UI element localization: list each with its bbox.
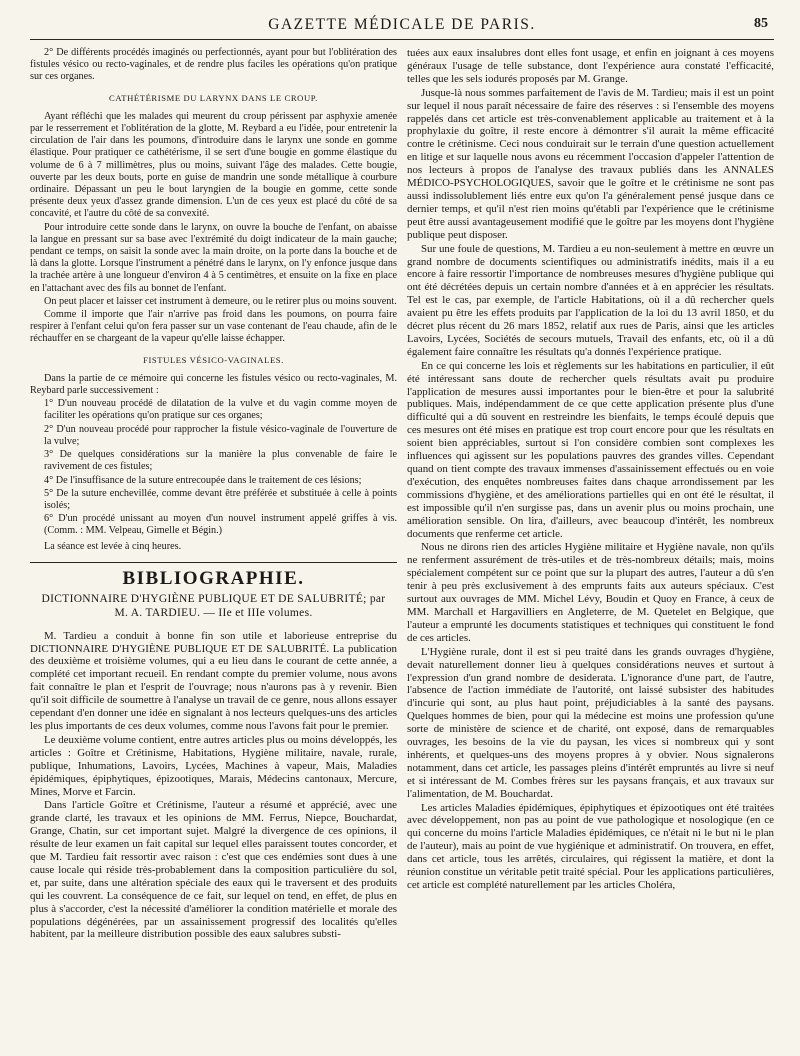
book-title-line-1: DICTIONNAIRE D'HYGIÈNE PUBLIQUE ET DE SALUBRITÉ; par <box>41 592 386 605</box>
journal-title: GAZETTE MÉDICALE DE PARIS. <box>268 16 536 33</box>
section-heading-croup: CATHÉTÉRISME DU LARYNX DANS LE CROUP. <box>109 92 318 103</box>
list-item: 2° D'un nouveau procédé pour rapprocher la fistule vésico-vaginale de l'ouverture de la vulve; <box>44 423 397 447</box>
paragraph: Dans l'article Goître et Crétinisme, l'auteur a résumé et apprécié, avec une grande clarté, les travaux et les opinions de MM. Ferrus, Niepce, Bouchardat, Grange, Chatin, sur cet important sujet. Malgré la divergence de ces opinions, il résulte de leur examen un fait capital sur lequel elles paraissent toutes concorder, et que M. Tardieu fait ressortir avec raison : c'est que ces endémies sont dues à une cause locale qui réside très-probablement dans la composition particulière du sol, et, par suite, dans une altération spéciale des eaux qui le traversent et des produits qui les couvrent. La conséquence de ce fait, sur lequel on tend, en effet, de plus en plus à s'accorder, c'est la nécessité d'améliorer la condition matérielle et morale des populations dégénérées, par un assainissement progressif des localités qu'elles habitent, par la meilleure distribution possible des eaux salubres substi- <box>30 799 397 941</box>
bibliography-heading: BIBLIOGRAPHIE. <box>122 567 305 589</box>
paragraph: On peut placer et laisser cet instrument à demeure, ou le retirer plus ou moins souvent. <box>44 295 397 307</box>
list-item: 5° De la suture enchevillée, comme devant être préférée et substituée à celle à points isolés; <box>44 487 397 511</box>
left-column <box>30 47 397 1050</box>
paragraph: Sur une foule de questions, M. Tardieu a eu non-seulement à mettre en œuvre un grand nombre de documents scientifiques ou administratifs inédits, mais il a eu encore à faire ressortir l'importance de nombreuses mesures d'hygiène publique qui ont été décrétées depuis un certain nombre d'années et à en apprécier les résultats. Tel est le cas, par exemple, de l'article Habitations, où il a dû rechercher quels avaient pu être les effets produits par l'application de la loi du 13 avril 1850, et du décret plus récent du 26 mars 1852, relatif aux rues de Paris, ainsi que les articles Lavoirs, Lycées, Sociétés de secours mutuels, Travail des enfants, etc, où il a dû également faire connaître les résultats qu'a donnés l'expérience pratique. <box>407 242 774 358</box>
paragraph: Dans la partie de ce mémoire qui concerne les fistules vésico ou recto-vaginales, M. Reybard parle successivement : <box>30 372 397 397</box>
list-item: 4° De l'insuffisance de la suture entrecoupée dans le traitement de ces lésions; <box>44 474 362 486</box>
paragraph: tuées aux eaux insalubres dont elles font usage, et enfin en joignant à ces moyens généraux l'usage de telle substance, dont l'expérience aura constaté l'efficacité, telles que les sels iodurés proposés par M. Grange. <box>407 47 774 85</box>
list-item: 1° D'un nouveau procédé de dilatation de la vulve et du vagin comme moyen de faciliter les opérations qu'on pratique sur ces organes; <box>44 398 397 422</box>
paragraph: Les articles Maladies épidémiques, épiphytiques et épizootiques ont été traitées avec développement, non pas au point de vue pathologique et nosologique (en ce qui concerne du moins l'article Maladies épidémiques, ce n'était ni le but ni le plan de l'auteur), mais au point de vue hygiénique et administratif. On trouvera, en effet, dans cet article, tous les arrêtés, circulaires, qui régissent la matière, et dont la réunion constitue un véritable petit traité spécial. Pour les applications particulières, cet article est complété naturellement par les articles Choléra, <box>407 801 774 891</box>
paragraph: Nous ne dirons rien des articles Hygiène militaire et Hygiène navale, non qu'ils ne renferment assurément de très-utiles et de très-nombreux détails; mais, moins spécialement compétent sur ce point que sur la plupart des autres, l'auteur a dû s'en tenir à peu près exclusivement à des emprunts faits aux auteurs spéciaux. C'est surtout aux ouvrages de MM. Michel Lévy, Boudin et Quoy en France, à ceux de MM. Marchall et Hargavilliers en Angleterre, de M. Quetelet en Belgique, que l'auteur a emprunté les documents statistiques et techniques qui constituent le fond de ces articles. <box>407 541 774 644</box>
paragraph: En ce qui concerne les lois et règlements sur les habitations en particulier, il eût été intéressant sans doute de rechercher quels résultats avait pu produire l'application de mesures aussi importantes pour le bien-être et pour la salubrité publiques. Mais, indépendamment de ce que cette application présente plus d'une difficulté qui a dû souvent en restreindre les bienfaits, le temps écoulé depuis que ces mesures ont été mises en pratique est trop court encore pour que les résultats en soient bien appréciables, surtout si l'on considère combien sont complexes les influences qui agissent sur les populations pauvres des grandes villes. Cependant quand on tient compte des travaux immenses d'assainissement effectués ou en voie d'exécution, des enquêtes nombreuses faites dans chaque arrondissement par les commissions d'hygiène, et des améliorations partielles qui en ont été le résultat, il est impossible qu'il n'en surgisse pas, dans un avenir plus ou moins prochain, une amélioration sensible. On lira, d'ailleurs, avec beaucoup d'intérêt, les nombreux documents que renferme cet article. <box>407 359 774 540</box>
page-header <box>30 14 774 40</box>
procedure-list <box>30 398 397 537</box>
paragraph: Jusque-là nous sommes parfaitement de l'avis de M. Tardieu; mais il est un point sur lequel il nous paraît nécessaire de faire des réserves : si l'ensemble des moyens rappelés dans cet article est très-convenablement applicable au traitement et à la prophylaxie du goître, il reste encore à démontrer s'il aurait la même efficacité contre le crétinisme. Ceci nous conduirait sur le terrain d'une question actuellement en litige et sur laquelle nous avons eu récemment l'occasion d'appeler l'attention de nos lecteurs à propos de l'analyse des travaux publiés dans les ANNALES MÉDICO-PSYCHOLOGIQUES, savoir que le goître et le crétinisme ne sont pas aussi indissolublement liés entre eux qu'on l'a généralement pensé jusque dans ce dernier temps, et qu'il n'est rien moins qu'établi par l'expérience que le crétinisme peut être aussi avantageusement modifié que le goître par les moyens dont l'hygiène publique peut disposer. <box>407 86 774 241</box>
paragraph: Pour introduire cette sonde dans le larynx, on ouvre la bouche de l'enfant, on abaisse la langue en pressant sur sa base avec l'extrémité du doigt indicateur de la main gauche; pendant ce temps, on saisit la sonde avec la main droite, on la porte dans la bouche et de là dans la glotte. Lorsque l'instrument a pénétré dans le larynx, on l'y enfonce jusque dans la trachée artère à une longueur d'environ 4 à 5 centimètres, et ensuite on la fixe en place en l'attachant avec des fils au bonnet de l'enfant. <box>30 221 397 294</box>
section-divider <box>30 562 397 563</box>
paragraph: Le deuxième volume contient, entre autres articles plus ou moins développés, les articles : Goître et Crétinisme, Habitations, Hygiène militaire, navale, rurale, publique, Inhumations, Lavoirs, Lycées, Machines à vapeur, Mais, Maladies épidémiques, épiphytiques, épizootiques, Marais, Médecins cantonaux, Mercure, Mines, Morve et Farcin. <box>30 733 397 798</box>
page-number: 85 <box>754 16 768 31</box>
intro-paragraph: 2° De différents procédés imaginés ou perfectionnés, ayant pour but l'oblitération des fistules vésico ou recto-vaginales, et de rendre plus faciles les opérations qu'on pratique sur ces organes. <box>30 47 397 83</box>
list-item: 3° De quelques considérations sur la manière la plus convenable de faire le ravivement de ces fistules; <box>44 449 397 473</box>
two-column-body <box>30 40 774 1050</box>
paragraph: Ayant réfléchi que les malades qui meurent du croup périssent par asphyxie amenée par le resserrement et l'oblitération de la glotte, M. Reybard a eu l'idée, pour entretenir la circulation de l'air dans les poumons, d'introduire dans le larynx une sonde en gomme élastique. Pour pratiquer ce cathétérisme, il se sert d'une bougie en gomme élastique du volume de 6 à 7 millimètres, plus ou moins, suivant l'âge des malades. Cette bougie, ouverte par les deux bouts, porte en guise de mandrin une sonde métallique à courbure ordinaire. Dépassant un peu le bout laryngien de la bougie en gomme, cette sonde présente deux yeux d'assez grande dimension. L'un de ces yeux est placé du côté de sa concavité, et l'autre du côté de sa convexité. <box>30 110 397 220</box>
paragraph: L'Hygiène rurale, dont il est si peu traité dans les grands ouvrages d'hygiène, devait naturellement donner lieu à quelques considérations neuves et surtout à l'expression d'un grand nombre de desiderata. L'ignorance d'une part, de l'autre, l'absence de l'action immédiate de l'autorité, ont laissé subsister des habitudes d'incurie qui sont, au plus haut point, préjudiciables à la santé des paysans. Quelques hommes de bien, pour qui la médecine est moins une profession qu'une sorte de ministère de science et de charité, ont exposé, dans de remarquables ouvrages, les besoins de la vie du paysan, les vices si nombreux qui y sont inhérents, et quelques-uns des moyens propres à y obvier. Nous signalerons notamment, dans cet article, les passages pleins d'intérêt empruntés au livre si neuf et si intéressant de M. Combes frères sur les paysans français, et aux travaux sur l'alimentation, de M. Bouchardat. <box>407 645 774 800</box>
list-item: 6° D'un procédé unissant au moyen d'un nouvel instrument appelé griffes à vis. (Comm. : MM. Velpeau, Gimelle et Bégin.) <box>44 513 397 537</box>
right-column <box>407 47 774 1050</box>
session-closing: La séance est levée à cinq heures. <box>44 540 182 552</box>
book-title <box>30 592 397 620</box>
paragraph: M. Tardieu a conduit à bonne fin son utile et laborieuse entreprise du DICTIONNAIRE D'HYGIÈNE PUBLIQUE ET DE SALUBRITÉ. La publication des deuxième et troisième volumes, qui a eu lieu dans le courant de cette année, a complété cet important recueil. En rendant compte du premier volume, nous avons fait connaître le plan et l'esprit de l'ouvrage; nous n'aurons pas à y revenir. Bien qu'il soit difficile de soumettre à l'analyse un travail de ce genre, nous allons essayer cependant d'en donner une idée en signalant à nos lecteurs quelques-uns des articles les plus importants de ces deux volumes, comme nous l'avons fait pour le premier. <box>30 629 397 732</box>
book-title-line-2: M. A. TARDIEU. — IIe et IIIe volumes. <box>114 606 313 619</box>
section-heading-fistules: FISTULES VÉSICO-VAGINALES. <box>143 354 284 365</box>
paragraph: Comme il importe que l'air n'arrive pas froid dans les poumons, on pourra faire respirer à l'enfant celui qu'on fera passer sur un vase contenant de l'eau chaude, afin de le réchauffer en se chargeant de la vapeur qu'elle laisse échapper. <box>30 309 397 345</box>
